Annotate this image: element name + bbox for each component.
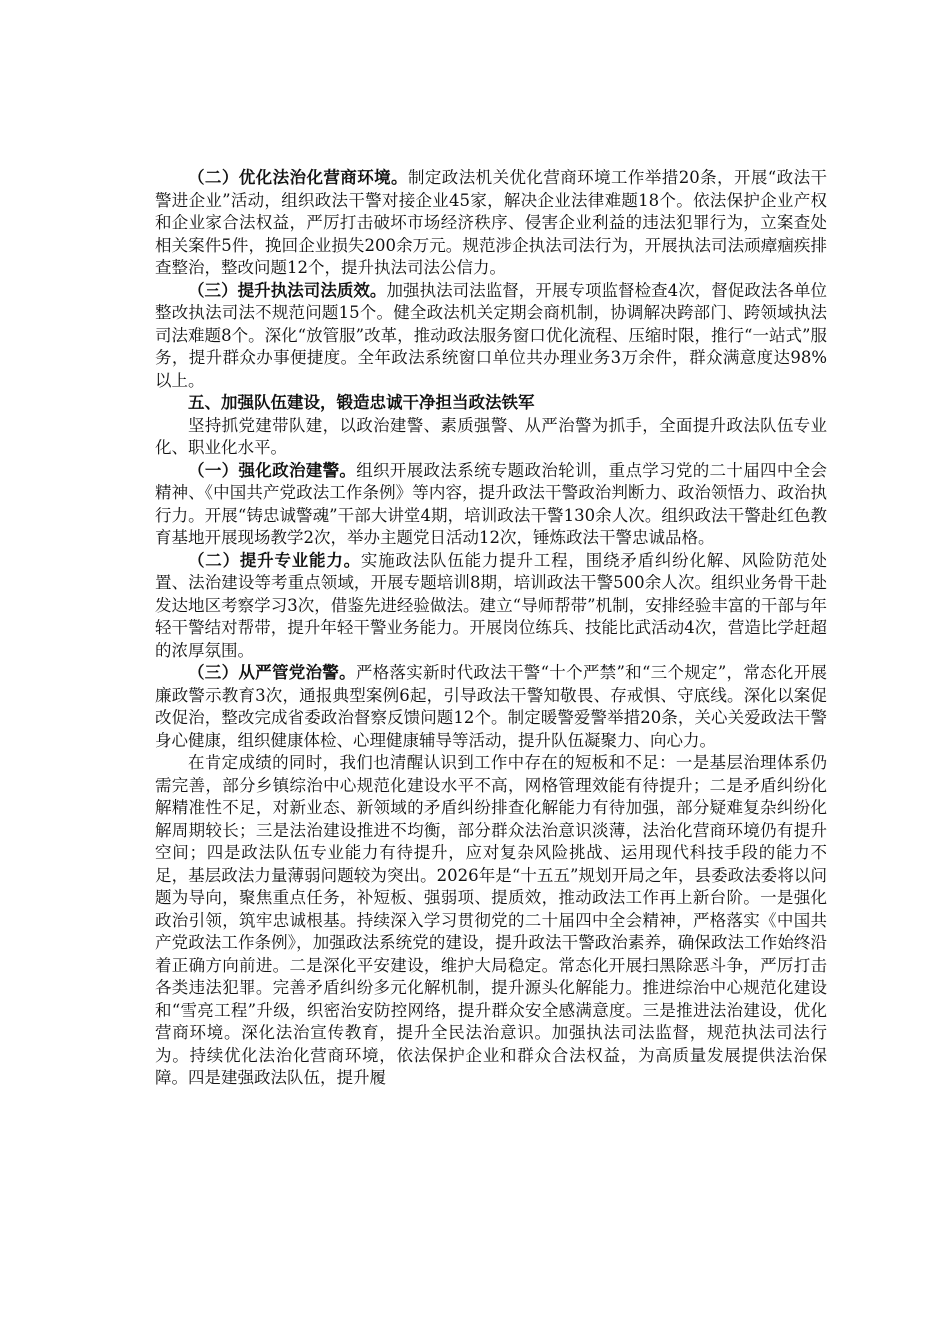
paragraph-business-environment [155,167,827,280]
paragraph-text: 组织开展政法系统专题政治轮训，重点学习党的二十届四中全会精神、《中国共产党政法工作条例》等内容，提升政法干警政治判断力、政治领悟力、政治执行力。开展“铸忠诚警魂”干部大讲堂4期，培训政法干警130余人次。组织政法干警赴红色教育基地开展现场教学2次，举办主题党日活动12次，锤炼政法干警忠诚品格。 [155,460,828,547]
section-heading: 五、加强队伍建设，锻造忠诚干净担当政法铁军 [188,393,535,412]
paragraph-professional-ability [155,550,827,663]
paragraph-text: 坚持抓党建带队建，以政治建警、素质强警、从严治警为抓手，全面提升政法队伍专业化、职业化水平。 [155,415,827,457]
paragraph-law-enforcement-quality [155,280,827,393]
paragraph-political-building [155,460,827,550]
paragraph-text: 实施政法队伍能力提升工程，围绕矛盾纠纷化解、风险防范处置、法治建设等考重点领域，开展专题培训8期，培训政法干警500余人次。组织业务骨干赴发达地区考察学习3次，借鉴先进经验做法。建立“导师帮带”机制，安排经验丰富的干部与年轻干警结对帮带，提升年轻干警业务能力。开展岗位练兵、技能比武活动4次，营造比学赶超的浓厚氛围。 [155,550,828,660]
paragraph-lead: （三）提升执法司法质效。 [188,280,387,300]
paragraph-lead: （一）强化政治建警。 [188,460,357,480]
paragraph-team-intro [155,415,827,460]
paragraph-strict-management [155,662,827,752]
document-page [155,167,827,1090]
paragraph-text: 加强执法司法监督，开展专项监督检查4次，督促政法各单位整改执法司法不规范问题15个。健全政法机关定期会商机制，协调解决跨部门、跨领域执法司法难题8个。深化“放管服”改革，推动政法服务窗口优化流程、压缩时限，推行“一站式”服务，提升群众办事便捷度。全年政法系统窗口单位共办理业务3万余件，群众满意度达98%以上。 [155,280,828,390]
paragraph-lead: （二）优化法治化营商环境。 [188,168,408,187]
paragraph-text: 在肯定成绩的同时，我们也清醒认识到工作中存在的短板和不足：一是基层治理体系仍需完善，部分乡镇综治中心规范化建设水平不高，网格管理效能有待提升；二是矛盾纠纷化解精准性不足，对新业态、新领域的矛盾纠纷排查化解能力有待加强，部分疑难复杂纠纷化解周期较长；三是法治建设推进不均衡，部分群众法治意识淡薄，法治化营商环境仍有提升空间；四是政法队伍专业能力有待提升，应对复杂风险挑战、运用现代科技手段的能力不足，基层政法力量薄弱问题较为突出。2026年是“十五五”规划开局之年，县委政法委将以问题为导向，聚焦重点任务，补短板、强弱项、提质效，推动政法工作再上新台阶。一是强化政治引领，筑牢忠诚根基。持续深入学习贯彻党的二十届四中全会精神，严格落实《中国共产党政法工作条例》，加强政法系统党的建设，提升政法干警政治素养，确保政法工作始终沿着正确方向前进。二是深化平安建设，维护大局稳定。常态化开展扫黑除恶斗争，严厉打击各类违法犯罪。完善矛盾纠纷多元化解机制，提升源头化解能力。推进综治中心规范化建设和“雪亮工程”升级，织密治安防控网络，提升群众安全感满意度。三是推进法治建设，优化营商环境。深化法治宣传教育，提升全民法治意识。加强执法司法监督，规范执法司法行为。持续优化法治化营商环境，依法保护企业和群众合法权益，为高质量发展提供法治保障。四是建强政法队伍，提升履 [155,753,827,1087]
paragraph-text: 制定政法机关优化营商环境工作举措20条，开展“政法干警进企业”活动，组织政法干警对接企业45家，解决企业法律难题18个。依法保护企业产权和企业家合法权益，严厉打击破坏市场经济秩序、侵害企业利益的违法犯罪行为，立案查处相关案件5件，挽回企业损失200余万元。规范涉企执法司法行为，开展执法司法顽瘴痼疾排查整治，整改问题12个，提升执法司法公信力。 [155,168,827,277]
paragraph-shortcomings-and-plans [155,752,827,1090]
paragraph-text: 严格落实新时代政法干警“十个严禁”和“三个规定”，常态化开展廉政警示教育3次，通报典型案例6起，引导政法干警知敬畏、存戒惧、守底线。深化以案促改促治，整改完成省委政治督察反馈问题12个。制定暖警爱警举措20条，关心关爱政法干警身心健康，组织健康体检、心理健康辅导等活动，提升队伍凝聚力、向心力。 [155,663,827,750]
paragraph-lead: （二）提升专业能力。 [188,550,361,570]
paragraph-lead: （三）从严管党治警。 [188,663,356,682]
